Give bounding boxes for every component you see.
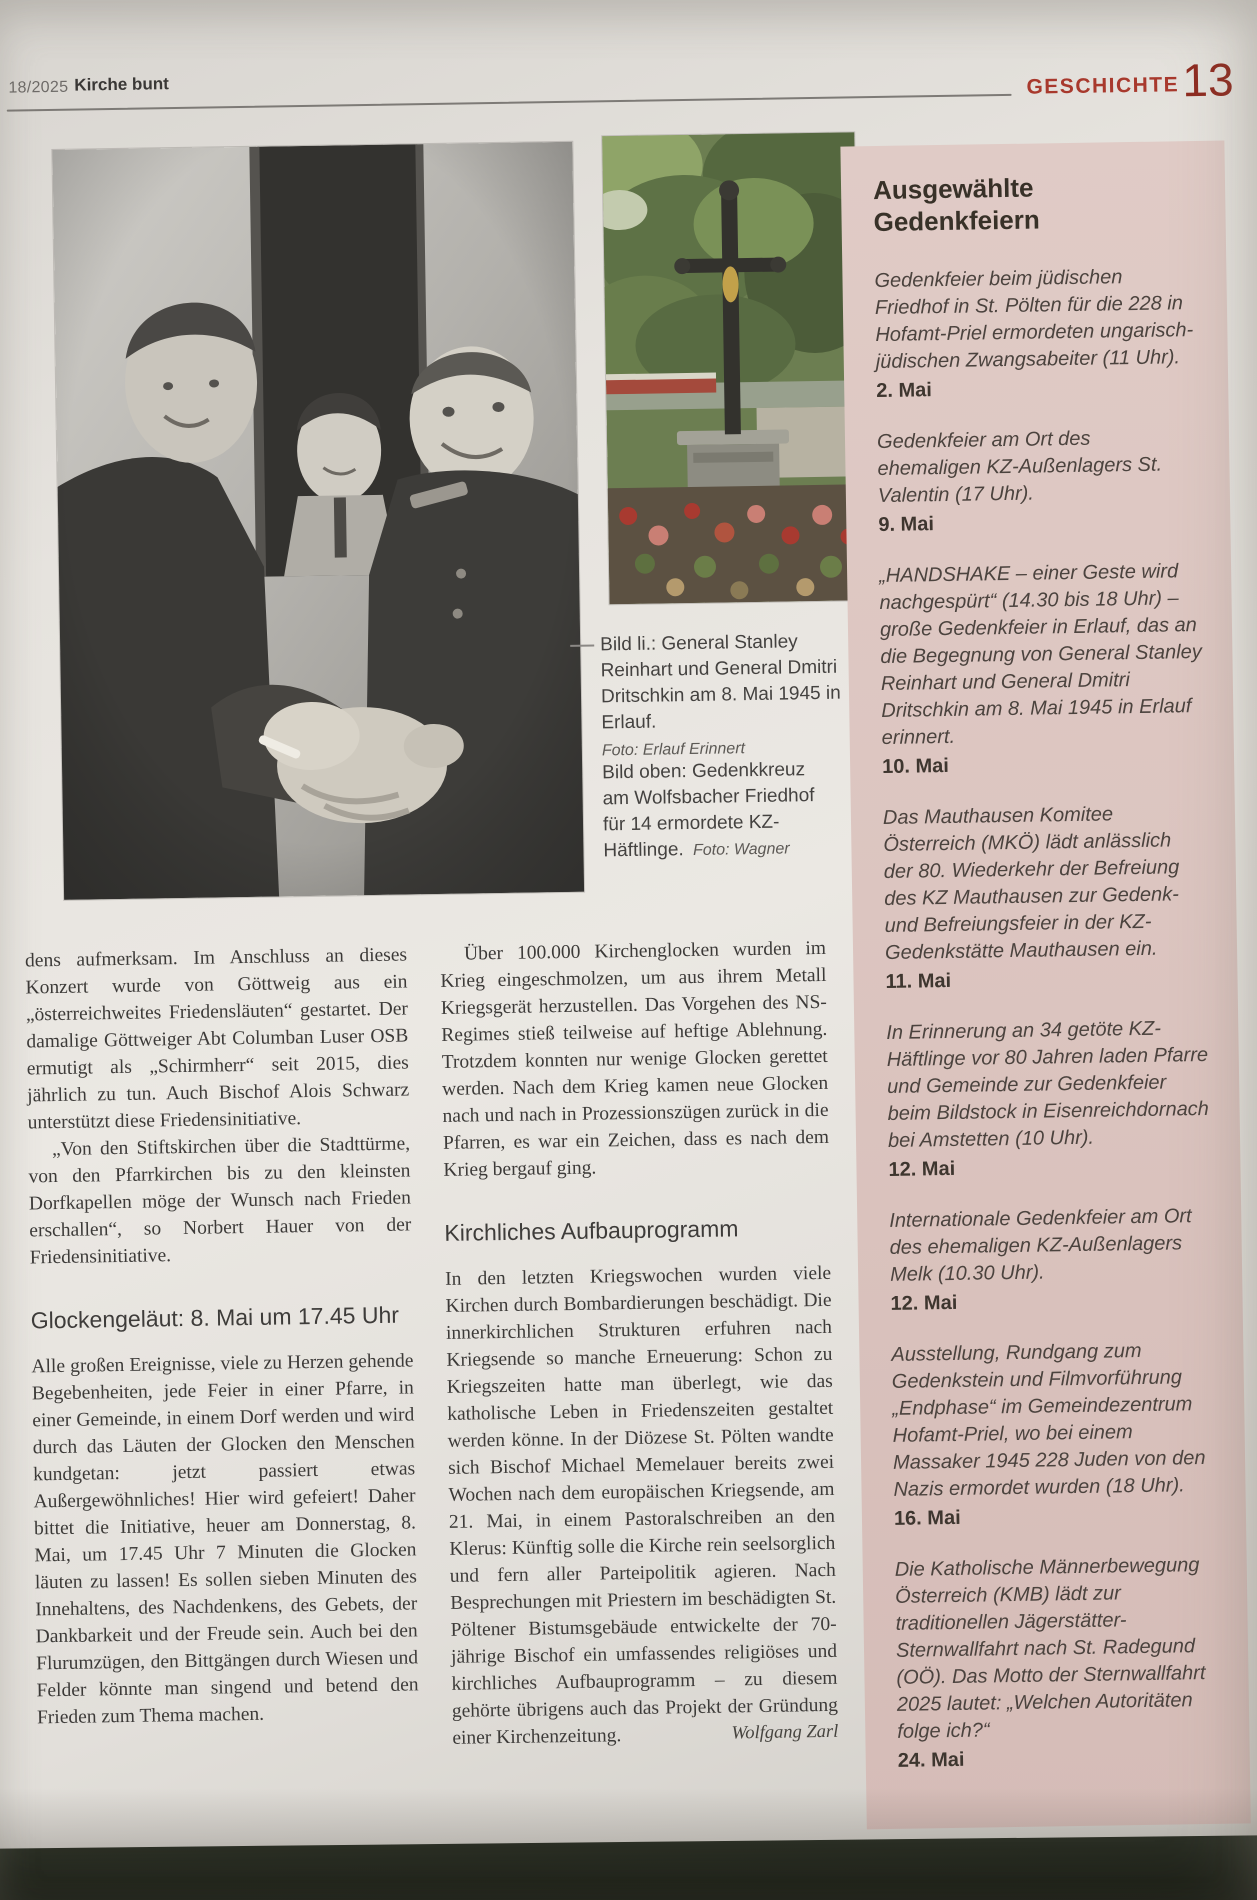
event-date: 24. Mai: [897, 1748, 965, 1772]
article-paragraph: Alle großen Ereignisse, viele zu Herzen gehende Begebenheiten, jede Feier in einer Pfarre, in einer Gemeinde, in einem Dorf werden und wird durch das Läuten der Glocken den Menschen kundgetan: jetzt passiert etwas Außergewöhnliches! Hier wird gefeiert! Daher bittet die Initiative, heuer am Donnerstag, 8. Mai, um 17.45 Uhr 7 Minuten die Glocken läuten zu lassen! Es sollen sieben Minuten des Innehaltens, des Nachdenkens, des Gebets, der Dankbarkeit und der Freude sein. Auch bei den Flurumzügen, den Bittgängen durch Wiesen und Felder könnte man singend und betend den Frieden zum Thema machen.: [31, 1350, 419, 1729]
event-date: 12. Mai: [890, 1291, 958, 1315]
subheading-aufbauprogramm: Kirchliches Aufbauprogramm: [444, 1215, 739, 1246]
event-item: [883, 800, 1208, 996]
event-item: [891, 1337, 1216, 1533]
event-text: Internationale Gedenkfeier am Ort des ehemaligen KZ-Außenlagers Melk (10.30 Uhr).: [889, 1205, 1192, 1286]
page-header: [0, 0, 1242, 107]
event-date: 10. Mai: [881, 754, 950, 778]
author-byline: Wolfgang Zarl: [731, 1721, 839, 1744]
event-date: 16. Mai: [893, 1506, 961, 1530]
event-date: 9. Mai: [878, 513, 935, 537]
subheading-glockengelaeut: Glockengeläut: 8. Mai um 17.45 Uhr: [30, 1301, 400, 1334]
article-paragraph: In den letzten Kriegswochen wurden viele Kirchen durch Bombardierungen beschädigt. Die innerkirchlichen Strukturen erfuhren nach Kriegsende so manche Erneuerung: Schon zu Kriegszeiten hatte man überlegt, wie das katholische Leben in Friedenszeiten gestaltet werden könne. In der Diözese St. Pölten wandte sich Bischof Michael Memelauer bereits zwei Wochen nach dem europäischen Kriegsende, am 21. Mai, in einem Pastoralschreiben an den Klerus: Künftig solle die Kirche rein seelsorglich und fern aller Parteipolitik agieren. Nach Besprechungen mit Priestern im beschädigten St. Pöltener Bistumsgebäude entwickelte der 70-jährige Bischof ein umfassendes religiöses und kirchliches Aufbauprogramm – zu diesem gehörte übrigens auch das Projekt der Gründung einer Kirchenzeitung.: [444, 1262, 839, 1749]
event-text: In Erinnerung an 34 getöte KZ-Häftlinge vor 80 Jahren laden Pfarre und Gemeinde zur Gedenkfeier beim Bildstock in Eisenreichdornach bei Amstetten (10 Uhr).: [886, 1017, 1210, 1152]
photo-credit: Foto: Erlauf Erinnert: [601, 740, 746, 760]
event-item: [886, 1015, 1211, 1184]
issue-number: 18/2025: [8, 78, 69, 97]
caption-text: Bild li.: General Stanley Reinhart und General Dmitri Dritschkin am 8. Mai 1945 in Erlauf.: [600, 631, 841, 734]
event-item: [889, 1203, 1213, 1318]
article-paragraph: „Von den Stiftskirchen über die Stadttürme, von den Pfarrkirchen bis zu den kleinsten Dorfkapellen möge der Wunsch nach Frieden erschallen“, so Norbert Hauer von der Friedensinitiative.: [28, 1133, 412, 1269]
article-paragraph: dens aufmerksam. Im Anschluss an dieses Konzert wurde von Göttweig aus ein „österreichweites Friedensläuten“ gestartet. Der damalige Göttweiger Abt Columban Luser OSB ermutigt als „Schirmherr“ seit 2015, dies jährlich zu tun. Auch Bischof Alois Schwarz unterstützt diese Friedensinitiative.: [24, 944, 410, 1134]
header-rule: [7, 94, 1012, 112]
event-text: Das Mauthausen Komitee Österreich (MKÖ) lädt anlässlich der 80. Wiederkehr der Befreiung des KZ Mauthausen zur Gedenk- und Befreiungsfeier in der KZ-Gedenkstätte Mauthausen ein.: [882, 803, 1180, 964]
section-label: GESCHICHTE: [1026, 73, 1180, 99]
event-text: Die Katholische Männerbewegung Österreich (KMB) lädt zur traditionellen Jägerstätter-Sternwallfahrt nach St. Radegund (OÖ). Das Motto der Sternwallfahrt 2025 lautet: „Welchen Autoritäten folge ich?“: [894, 1554, 1206, 1743]
caption-top-image: [602, 757, 836, 866]
article-column-1: [25, 941, 419, 1731]
article-column-2: [440, 935, 839, 1752]
publication-name: Kirche bunt: [74, 74, 169, 95]
event-item: [874, 263, 1198, 405]
event-text: Ausstellung, Rundgang zum Gedenkstein und Filmvorführung „Endphase“ im Gemeindezentrum Hofamt-Priel, wo bei einem Massaker 1945 228 Juden von den Nazis ermordet wurden (18 Uhr).: [891, 1339, 1206, 1501]
event-date: 11. Mai: [885, 969, 952, 993]
caption-left-image: [570, 628, 860, 765]
event-date: 2. Mai: [876, 379, 932, 403]
event-item: [879, 558, 1204, 781]
page-number: 13: [1181, 53, 1234, 107]
event-text: Gedenkfeier am Ort des ehemaligen KZ-Außenlagers St. Valentin (17 Uhr).: [876, 427, 1163, 508]
event-date: 12. Mai: [888, 1157, 956, 1181]
article-paragraph: Über 100.000 Kirchenglocken wurden im Krieg eingeschmolzen, um aus ihrem Metall Kriegsgerät herzustellen. Das Vorgehen des NS-Regimes stieß teilweise auf heftige Ablehnung. Trotzdem konnten nur wenige Glocken gerettet werden. Nach dem Krieg kamen neue Glocken nach und nach in Prozessionszügen zurück in die Pfarren, es war ein Zeichen, dass es nach dem Krieg bergauf ging.: [440, 937, 830, 1181]
event-text: „HANDSHAKE – einer Geste wird nachgespürt“ (14.30 bis 18 Uhr) – große Gedenkfeier in Erlauf, das an die Begegnung von General Stanley Reinhart und General Dmitri Dritschkin am 8. Mai 1945 in Erlauf erinnert.: [878, 560, 1202, 749]
memorial-cross-photo: [602, 132, 861, 604]
handshake-photo: [52, 142, 584, 900]
event-item: [895, 1552, 1220, 1775]
caption-text: Bild oben: Gedenkkreuz am Wolfsbacher Friedhof für 14 ermordete KZ-Häftlinge.: [602, 759, 815, 862]
caption-leader-line: [570, 645, 594, 647]
photo-credit: Foto: Wagner: [692, 840, 790, 859]
sidebar-title: Ausgewählte Gedenkfeiern: [872, 172, 1040, 238]
event-text: Gedenkfeier beim jüdischen Friedhof in St. Pölten für die 228 in Hofamt-Priel ermordeten ungarisch-jüdischen Zwangsabeiter (11 Uhr).: [874, 266, 1194, 374]
event-item: [877, 424, 1201, 539]
sidebar-gedenkfeiern: [840, 141, 1250, 1830]
